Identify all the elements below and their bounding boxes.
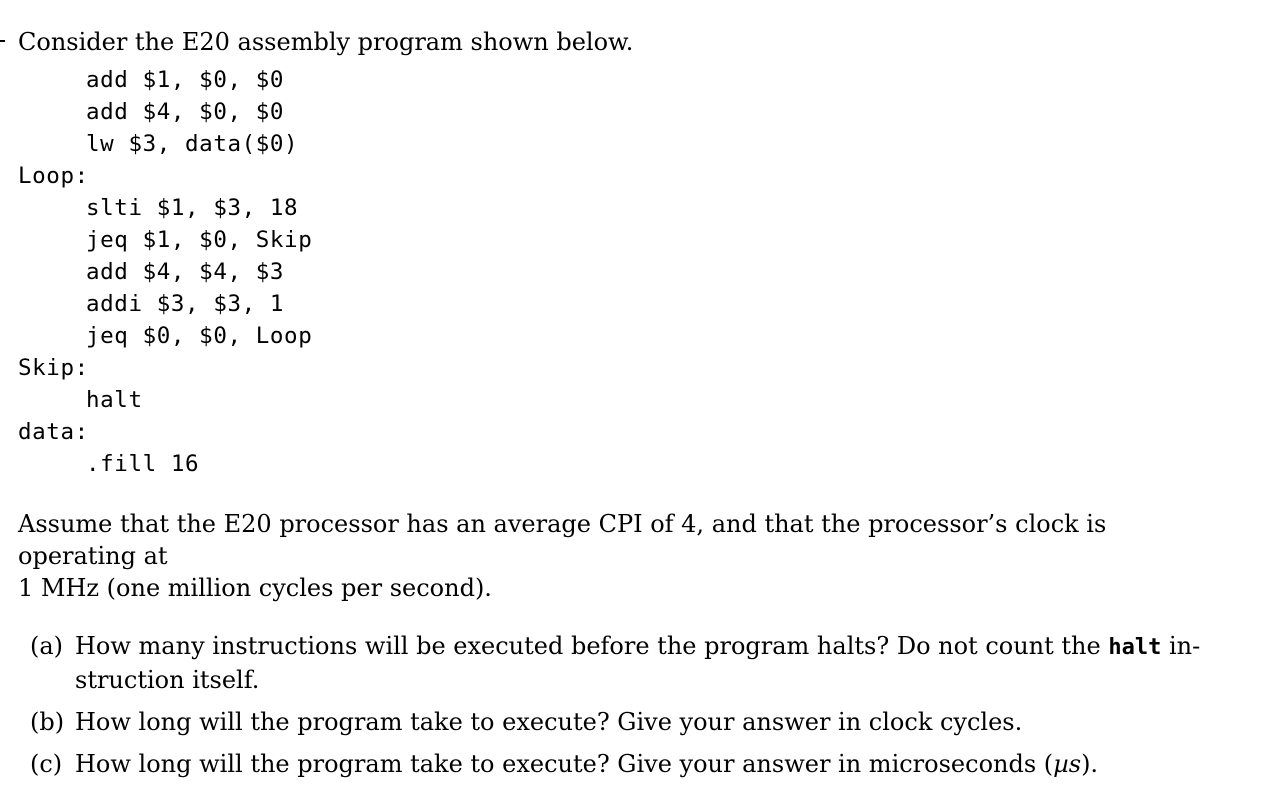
code-instruction: lw $3, data($0) [86, 131, 299, 157]
code-instruction: add $4, $4, $3 [86, 259, 285, 285]
code-instruction: add $4, $0, $0 [86, 99, 285, 125]
intro-text: Consider the E20 assembly program shown below. [18, 28, 634, 56]
code-instruction: add $1, $0, $0 [86, 67, 285, 93]
code-instruction: jeq $1, $0, Skip [86, 227, 313, 253]
question-b-marker: (b) [30, 708, 65, 736]
question-a-code: halt [1108, 635, 1162, 660]
question-a-text-line2: struction itself. [75, 666, 260, 694]
margin-mark [0, 40, 5, 42]
question-c [30, 748, 1218, 780]
code-instruction: addi $3, $3, 1 [86, 291, 285, 317]
question-a-text-after: in- [1161, 632, 1201, 660]
code-label: Skip: [18, 355, 89, 381]
question-b-text: How long will the program take to execute? Give your answer in clock cycles. [75, 708, 1023, 736]
question-a-text [75, 630, 1218, 696]
assumption-line-1: Assume that the E20 processor has an average CPI of 4, and that the processor’s clock is operating at [18, 510, 1107, 570]
question-a-marker: (a) [30, 632, 64, 660]
problem-page [18, 26, 1218, 790]
assumption-text [18, 508, 1218, 604]
question-c-marker: (c) [30, 750, 63, 778]
assembly-code-block [18, 64, 1218, 480]
question-a-text-before: How many instructions will be executed before the program halts? Do not count the [75, 632, 1109, 660]
code-instruction: halt [86, 387, 143, 413]
code-instruction: .fill 16 [86, 451, 200, 477]
question-c-unit: µs [1053, 750, 1082, 778]
code-label: Loop: [18, 163, 89, 189]
question-b [30, 706, 1218, 738]
code-label: data: [18, 419, 89, 445]
question-c-text [75, 748, 1218, 780]
question-c-text-before: How long will the program take to execute? Give your answer in microseconds ( [75, 750, 1054, 778]
question-c-text-after: ). [1081, 750, 1099, 778]
question-a [30, 630, 1218, 696]
assumption-line-2: 1 MHz (one million cycles per second). [18, 574, 492, 602]
question-list [18, 630, 1218, 780]
code-instruction: jeq $0, $0, Loop [86, 323, 313, 349]
code-instruction: slti $1, $3, 18 [86, 195, 299, 221]
